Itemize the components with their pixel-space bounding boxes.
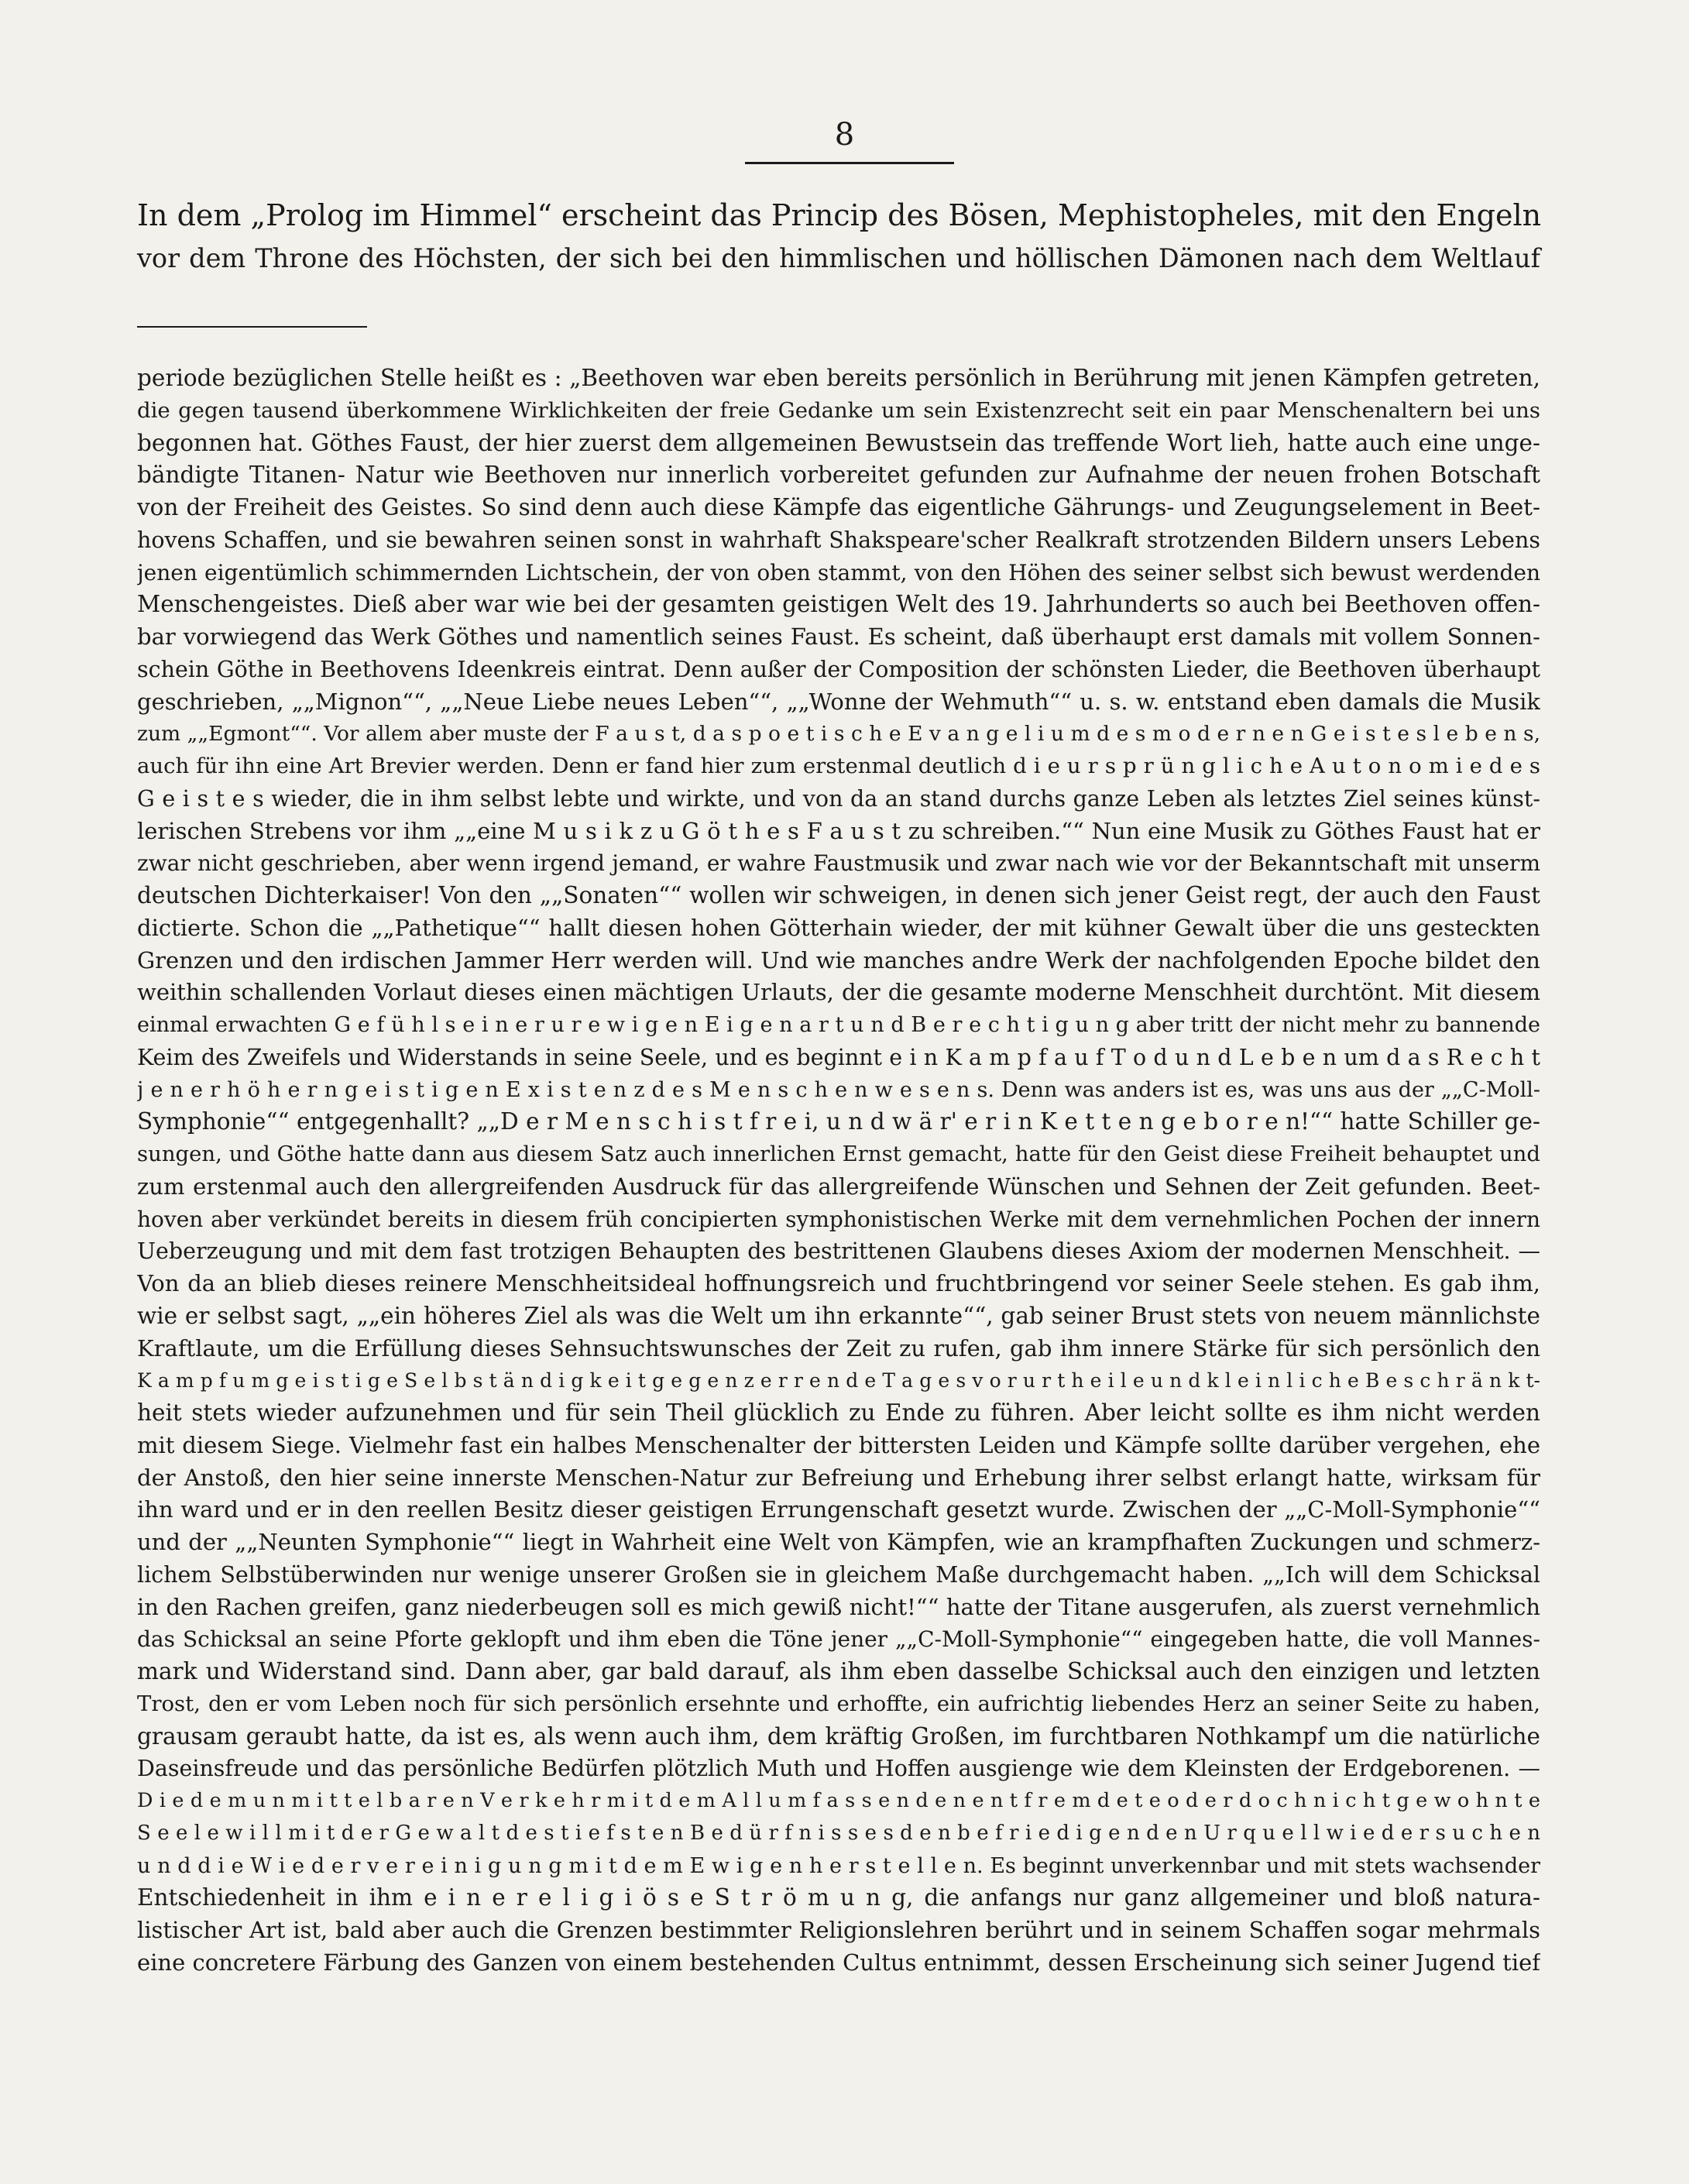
footnote-rule [137,326,367,328]
footnote-line: heit stets wieder aufzunehmen und für sein Theil glücklich zu Ende zu führen. Aber leicht sollte es ihm nicht werden [137,1399,1540,1426]
footnote-line: Trost, den er vom Leben noch für sich persönlich ersehnte und erhoffte, ein aufrichtig liebendes Herz an seiner Seite zu haben, [137,1691,1540,1716]
main-text-line: vor dem Throne des Höchsten, der sich bei den himmlischen und höllischen Dämonen nach dem Weltlauf [137,243,1540,273]
page-number: 8 [834,117,855,153]
footnote-line: zum „„Egmont““. Vor allem aber muste der F a u s t, d a s p o e t i s c h e E v a n g e l i u m d e s m o d e r n e n G e i s t e s l e b e n s, [137,722,1540,747]
footnote-line: bändigte Titanen- Natur wie Beethoven nur innerlich vorbereitet gefunden zur Aufnahme der neuen frohen Botschaft [137,462,1540,489]
footnote-line: die gegen tausend überkommene Wirklichkeiten der freie Gedanke um sein Existenzrecht seit ein paar Menschenaltern bei uns [137,397,1540,423]
top-rule [745,162,954,164]
footnote-line: von der Freiheit des Geistes. So sind denn auch diese Kämpfe das eigentliche Gährungs- und Zeugungselement in Beet- [137,494,1540,520]
footnote-line: lerischen Strebens vor ihm „„eine M u s i k z u G ö t h e s F a u s t zu schreiben.““ Nun eine Musik zu Göthes Faust hat er [137,817,1540,844]
footnote-line: S e e l e w i l l m i t d e r G e w a l t d e s t i e f s t e n B e d ü r f n i s s e s d e n b e f r i e d i g e n d e n U r q u e l l w i e d e r s u c h e n [137,1821,1540,1845]
footnote-line: periode bezüglichen Stelle heißt es : „Beethoven war eben bereits persönlich in Berührung mit jenen Kämpfen getreten, [137,365,1540,391]
footnote [137,362,1540,1980]
footnote-line: mark und Widerstand sind. Dann aber, gar bald darauf, als ihm eben dasselbe Schicksal auch den einzigen und letzten [137,1658,1540,1684]
footnote-line: sungen, und Göthe hatte dann aus diesem Satz auch innerlichen Ernst gemacht, hatte für den Geist diese Freiheit behauptet und [137,1142,1540,1166]
footnote-line: deutschen Dichterkaiser! Von den „„Sonaten““ wollen wir schweigen, in denen sich jener Geist regt, der auch den Faust [137,882,1540,908]
footnote-line: hovens Schaffen, und sie bewahren seinen sonst in wahrhaft Shakspeare'scher Realkraft strotzenden Bildern unsers Lebens [137,527,1540,553]
footnote-line: Keim des Zweifels und Widerstands in seine Seele, und es beginnt e i n K a m p f a u f T o d u n d L e b e n um d a s R e c h t [137,1044,1540,1070]
footnote-line: jenen eigentümlich schimmernden Lichtschein, der von oben stammt, von den Höhen des seiner selbst sich bewust werdenden [137,559,1540,585]
footnote-line: dictierte. Schon die „„Pathetique““ hallt diesen hohen Götterhain wieder, der mit kühner Gewalt über die uns gesteckten [137,914,1540,941]
footnote-line: Daseinsfreude und das persönliche Bedürfen plötzlich Muth und Hoffen ausgienge wie dem Kleinsten der Erdgeborenen. — [137,1756,1540,1782]
footnote-line: Symphonie““ entgegenhallt? „„D e r M e n s c h i s t f r e i, u n d w ä r' e r i n K e t t e n g e b o r e n!““ hatte Schiller ge- [137,1108,1540,1135]
footnote-line: hoven aber verkündet bereits in diesem früh concipierten symphonistischen Werke mit dem vernehmlichen Pochen der innern [137,1206,1540,1232]
footnote-line: zwar nicht geschrieben, aber wenn irgend jemand, er wahre Faustmusik und zwar nach wie vor der Bekanntschaft mit unserm [137,850,1540,877]
footnote-line: und der „„Neunten Symphonie““ liegt in Wahrheit eine Welt von Kämpfen, wie an krampfhaften Zuckungen und schmerz- [137,1529,1540,1555]
footnote-line: Menschengeistes. Dieß aber war wie bei der gesamten geistigen Welt des 19. Jahrhunderts so auch bei Beethoven offen- [137,591,1540,618]
footnote-line: u n d d i e W i e d e r v e r e i n i g u n g m i t d e m E w i g e n h e r s t e l l e n. Es beginnt unverkennbar und mit stets wachsender [137,1853,1540,1878]
footnote-line: bar vorwiegend das Werk Göthes und namentlich seines Faust. Es scheint, daß überhaupt erst damals mit vollem Sonnen- [137,623,1540,650]
footnote-line: K a m p f u m g e i s t i g e S e l b s t ä n d i g k e i t g e g e n z e r r e n d e T a g e s v o r u r t h e i l e u n d k l e i n l i c h e B e s c h r ä n k t- [137,1369,1540,1392]
footnote-line: Kraftlaute, um die Erfüllung dieses Sehnsuchtswunsches der Zeit zu rufen, gab ihm innere Stärke für sich persönlich den [137,1334,1540,1362]
footnote-line: Grenzen und den irdischen Jammer Herr werden will. Und wie manches andre Werk der nachfolgenden Epoche bildet den [137,946,1540,974]
footnote-line: zum erstenmal auch den allergreifenden Ausdruck für das allergreifende Wünschen und Sehnen der Zeit gefunden. Beet- [137,1173,1540,1200]
footnote-line: Entschiedenheit in ihm e i n e r e l i g i ö s e S t r ö m u n g, die anfangs nur ganz allgemeiner und bloß natura- [137,1884,1540,1911]
footnote-line: wie er selbst sagt, „„ein höheres Ziel als was die Welt um ihn erkannte““, gab seiner Brust stets von neuem männlichste [137,1302,1540,1329]
main-text [137,194,1540,280]
footnote-line: listischer Art ist, bald aber auch die Grenzen bestimmter Religionslehren berührt und in seinem Schaffen sogar mehrmals [137,1917,1540,1943]
footnote-line: mit diesem Siege. Vielmehr fast ein halbes Menschenalter der bittersten Leiden und Kämpfe sollte darüber vergehen, ehe [137,1431,1540,1458]
footnote-line: begonnen hat. Göthes Faust, der hier zuerst dem allgemeinen Bewustsein das treffende Wort lieh, hatte auch eine unge- [137,429,1540,456]
footnote-line: geschrieben, „„Mignon““, „„Neue Liebe neues Leben““, „„Wonne der Wehmuth““ u. s. w. entstand eben damals die Musik [137,688,1540,715]
footnote-line: in den Rachen greifen, ganz niederbeugen soll es mich gewiß nicht!““ hatte der Titane ausgerufen, als zuerst vernehmlich [137,1593,1540,1620]
footnote-line: das Schicksal an seine Pforte geklopft und ihm eben die Töne jener „„C-Moll-Symphonie““ eingegeben hatte, die voll Mannes- [137,1626,1540,1653]
footnote-line: G e i s t e s wieder, die in ihm selbst lebte und wirkte, und von da an stand durchs ganze Leben als letztes Ziel seines künst- [137,785,1540,812]
footnote-line: j e n e r h ö h e r n g e i s t i g e n E x i s t e n z d e s M e n s c h e n w e s e n s. Denn was anders ist es, was uns aus der „„C-Moll- [137,1077,1540,1102]
footnote-line: D i e d e m u n m i t t e l b a r e n V e r k e h r m i t d e m A l l u m f a s s e n d e n e n t f r e m d e t e o d e r d o c h n i c h t g e w o h n t e [137,1789,1540,1812]
footnote-line: schein Göthe in Beethovens Ideenkreis eintrat. Denn außer der Composition der schönsten Lieder, die Beethoven überhaupt [137,656,1540,682]
footnote-line: auch für ihn eine Art Brevier werden. Denn er fand hier zum erstenmal deutlich d i e u r s p r ü n g l i c h e A u t o n o m i e d e s [137,754,1540,778]
footnote-line: Ueberzeugung und mit dem fast trotzigen Behaupten des bestrittenen Glaubens dieses Axiom der modernen Menschheit. — [137,1238,1540,1265]
footnote-line: grausam geraubt hatte, da ist es, als wenn auch ihm, dem kräftig Großen, im furchtbaren Nothkampf um die natürliche [137,1722,1540,1750]
footnote-line: weithin schallenden Vorlaut dieses einen mächtigen Urlauts, der die gesamte moderne Menschheit durchtönt. Mit diesem [137,979,1540,1006]
footnote-line: ihn ward und er in den reellen Besitz dieser geistigen Errungenschaft gesetzt wurde. Zwischen der „„C-Moll-Symphonie““ [137,1496,1540,1523]
footnote-line: eine concretere Färbung des Ganzen von einem bestehenden Cultus entnimmt, dessen Erscheinung sich seiner Jugend tief [137,1949,1540,1976]
footnote-line: der Anstoß, den hier seine innerste Menschen-Natur zur Befreiung und Erhebung ihrer selbst erlangt hatte, wirksam für [137,1464,1540,1491]
footnote-line: Von da an blieb dieses reinere Menschheitsideal hoffnungsreich und fruchtbringend vor seiner Seele stehen. Es gab ihm, [137,1270,1540,1296]
footnote-line: einmal erwachten G e f ü h l s e i n e r u r e w i g e n E i g e n a r t u n d B e r e c h t i g u n g aber tritt der nicht mehr zu bannende [137,1013,1540,1037]
main-text-line: In dem „Prolog im Himmel“ erscheint das Princip des Bösen, Mephistopheles, mit den Engeln [137,198,1542,232]
footnote-line: lichem Selbstüberwinden nur wenige unserer Großen sie in gleichem Maße durchgemacht haben. „„Ich will dem Schicksal [137,1561,1540,1588]
